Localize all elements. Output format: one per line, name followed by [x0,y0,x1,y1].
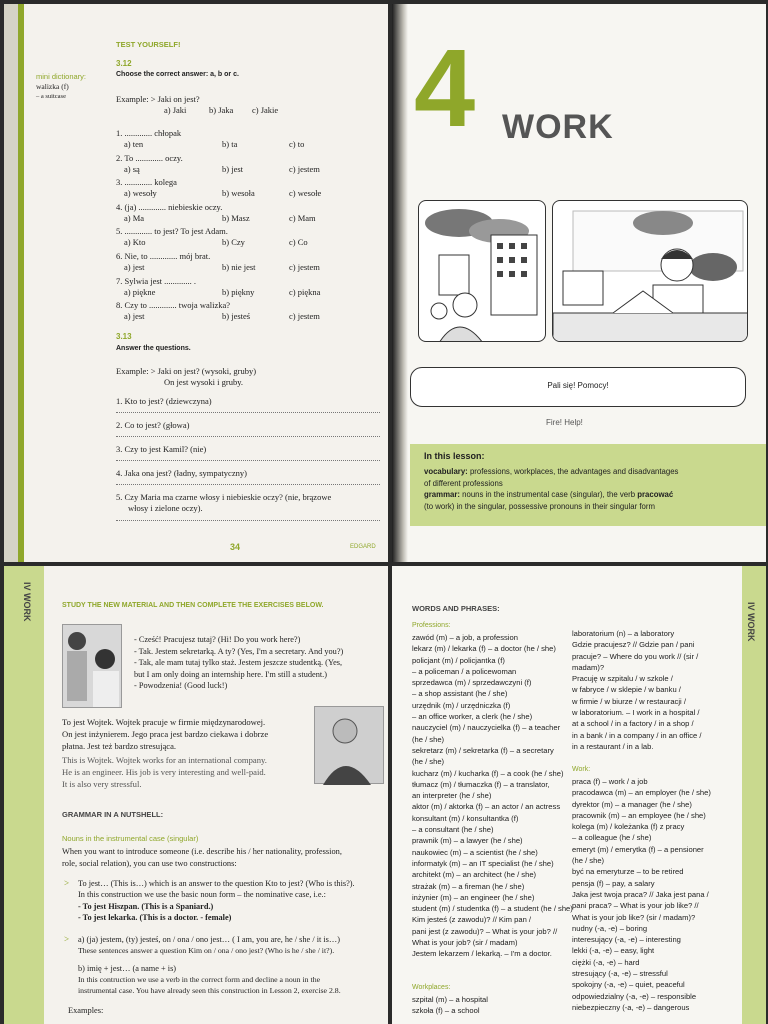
office-scene-image [553,201,748,342]
vocab-entry: pracownik (m) – an employee (he / she) [572,810,706,820]
vocab-entry: dyrektor (m) – a manager (he / she) [572,799,692,809]
construction-line: In this construction we use the basic noun form – the nominative case, i.e.: [78,890,326,900]
grammar-subheader: Nouns in the instrumental case (singular) [62,834,199,843]
mini-dictionary-title: mini dictionary: [36,72,87,81]
vocab-entry: architekt (m) – an architect (he / she) [412,870,537,880]
vocab-entry: informatyk (m) – an IT specialist (he / she) [412,858,554,868]
photo-wojtek [314,706,384,784]
exercise-number: 3.13 [116,332,132,341]
vocab-entry: spokojny (-a, -e) – quiet, peaceful [572,980,685,990]
vocab-entry: być na emeryturze – to be retired [572,867,684,877]
vocab-entry: student (m) / studentka (f) – a student (he / she) [412,904,573,914]
answer-line [116,412,380,413]
words-header: WORDS AND PHRASES: [412,604,500,613]
vocab-entry: aktor (m) / aktorka (f) – an actor / an actress [412,802,561,812]
wojtek-line-pl: płatna. Jest też bardzo stresująca. [62,741,177,751]
exercise-question: 2. To ............. oczy. [116,152,183,163]
work-label: Work: [572,766,591,773]
photo-women [62,624,122,708]
vocab-text-cont: of different professions [424,478,503,488]
exercise-question: 6. Nie, to ............. mój brat. [116,251,211,261]
exercise-question: 3. ............. kolega [116,177,177,188]
vocab-entry: What is your job like? (sir / madam)? [572,912,696,922]
vocab-entry: niebezpieczny (-a, -e) – dangerous [572,1002,690,1012]
construction-line: instrumental case. You have already seen this construction in Lesson 2, exercise 2.8. [78,986,341,996]
example-line: Example: > Jaki on jest? (wysoki, gruby) [116,366,257,376]
section-header: TEST YOURSELF! [116,40,181,49]
grammar-header: GRAMMAR IN A NUTSHELL: [62,810,164,819]
vocab-entry: Jaka jest twoja praca? // Jaka jest pana / [572,889,709,899]
vocab-entry: (he / she) [572,856,605,866]
exercise-instruction: Choose the correct answer: a, b or c. [116,71,239,78]
vocab-entry: Jestem lekarzem / lekarką. – I'm a doctor. [412,949,552,959]
vocab-entry: sekretarz (m) / sekretarka (f) – a secretary [412,745,554,755]
answer-line [116,436,380,437]
construction-example: - To jest lekarka. (This is a doctor. - female) [78,912,232,922]
vocab-entry: pensja (f) – pay, a salary [572,878,655,888]
vocab-entry: tłumacz (m) / tłumaczka (f) – a translator, [412,779,550,789]
vocab-entry: prawnik (m) – a lawyer (he / she) [412,836,523,846]
option-c: c) jestem [289,163,320,174]
illustration-office-panel [552,200,748,342]
grammar-label: grammar: [424,490,460,499]
vocab-entry: konsultant (m) / konsultantka (f) [412,813,519,823]
side-band [4,566,44,1024]
vocab-entry: nudny (-a, -e) – boring [572,923,648,933]
exercise-question: 1. ............. chłopak [116,128,182,138]
exercise-question: 7. Sylwia jest ............. . [116,275,197,286]
bullet-arrow: > [64,934,70,944]
dialogue-line: - Cześć! Pracujesz tutaj? (Hi! Do you work here?) [134,635,301,644]
vocab-entry: in a restaurant / in a lab. [572,741,654,751]
vocab-entry: inżynier (m) – an engineer (he / she) [412,892,535,902]
book-spine [4,4,18,562]
answer-line [116,484,380,485]
vocab-entry: naukowiec (m) – a scientist (he / she) [412,847,538,857]
question-item: 2. Co to jest? (głowa) [116,420,190,430]
option-a: a) wesoły [124,188,157,199]
option-b: b) Czy [222,237,245,248]
grammar-text-cont: (to work) in the singular, possessive pronouns in their singular form [424,501,655,511]
workplaces-label: Workplaces: [412,984,451,991]
vocab-entry: madam)? [572,662,605,672]
page-words-phrases [392,566,766,1024]
option-c: c) Mam [289,212,316,223]
vocab-entry: (he / she) [412,734,445,744]
wojtek-line-pl: To jest Wojtek. Wojtek pracuje w firmie międzynarodowej. [62,717,266,727]
wojtek-text [62,716,268,790]
vocab-label: vocabulary: [424,467,468,476]
vocab-entry: at a school / in a factory / in a shop / [572,719,694,729]
vocab-text: professions, workplaces, the advantages and disadvantages [469,467,679,476]
option-a: a) piękne [124,286,156,297]
illustration-fire-panel [418,200,546,342]
vocab-entry: interesujący (-a, -e) – interesting [572,935,681,945]
wojtek-line-pl: On jest inżynierem. Jego praca jest bardzo ciekawa i dobrze [62,729,269,739]
vocab-entry: Gdzie pracujesz? // Gdzie pan / pani [572,640,695,650]
construction-line: In this contruction we use a verb in the correct form and decline a noun in the [78,974,321,984]
accent-strip [18,4,24,562]
grammar-verb: pracować [637,490,674,499]
vocab-entry: w fabryce / w sklepie / w banku / [572,685,681,695]
vocab-entry: pracuje? – Where do you work // (sir / [572,651,699,661]
vocab-entry: – a consultant (he / she) [412,825,494,835]
vocab-entry: odpowiedzialny (-a, -e) – responsible [572,991,697,1001]
question-item: 3. Czy to jest Kamil? (nie) [116,444,207,454]
answer-line [116,460,380,461]
option-b: b) jesteś [222,311,251,322]
wojtek-photo-image [315,707,385,785]
dictionary-translation: – a suitcase [36,93,66,100]
question-item: 1. Kto to jest? (dziewczyna) [116,396,212,406]
workplace-phrases-list [572,628,701,752]
speech-text: Pali się! Pomocy! [547,381,609,390]
option-b: b) jest [222,163,244,174]
option-b: b) wesoła [222,188,255,199]
construction-line: These sentences answer a question Kim on / ona / ono jest? (Who is he / she / it?). [78,946,335,956]
option-c: c) wesołe [289,188,322,199]
publisher-logo: EDGARD [350,544,376,550]
bullet-arrow: > [64,878,70,888]
lesson-summary-box [410,444,766,526]
example-line [116,94,200,104]
professions-label: Professions: [412,622,451,629]
vocab-entry: szpital (m) – a hospital [412,995,488,1004]
exercise-number: 3.12 [116,59,132,68]
speech-bubble [410,367,746,407]
vocab-entry: stresujący (-a, -e) – stressful [572,969,668,979]
vocab-entry: ciężki (-a, -e) – hard [572,957,640,967]
answer-line [116,520,380,521]
vocab-entry: sprzedawca (m) / sprzedawczyni (f) [412,678,532,688]
option-b: b) nie jest [222,262,256,272]
women-photo-image [63,625,123,709]
option-a: a) Ma [124,212,145,223]
grammar-text: nouns in the instrumental case (singular), the verb [462,490,636,499]
construction-line: b) imię + jest… (a name + is) [78,963,177,973]
chapter-title: WORK [502,108,614,146]
vocab-entry: – an office worker, a clerk (he / she) [412,712,533,722]
page-test-yourself [4,4,388,562]
vocab-entry: nauczyciel (m) / nauczycielka (f) – a teacher [412,723,561,733]
page-gutter [392,4,408,562]
example-b: b) Jaka [209,105,234,115]
page-chapter-opener [392,4,766,562]
exercise-instruction: Answer the questions. [116,345,191,352]
vocab-entry: emeryt (m) / emerytka (f) – a pensioner [572,844,704,854]
professions-list [412,632,573,960]
work-vocabulary-list [572,776,711,1013]
vocab-entry: szkoła (f) – a school [412,1006,480,1016]
grammar-intro [62,846,342,869]
wojtek-line-en: It is also very stressful. [62,779,142,789]
option-c: c) Co [289,237,308,248]
vocab-entry: Kim jesteś (z zawodu)? // Kim pan / [412,915,532,925]
exercise-question: 5. ............. to jest? To jest Adam. [116,226,228,237]
option-b: b) ta [222,139,238,149]
option-a: a) jest [124,311,145,322]
vocab-entry: an interpreter (he / she) [412,791,492,801]
vocab-entry: kolega (m) / koleżanka (f) z pracy [572,822,685,832]
vocab-entry: w firmie / w biurze / w restauracji / [572,696,686,706]
construction-example: - To jest Hiszpan. (This is a Spaniard.) [78,901,214,911]
vocab-entry: praca (f) – work / a job [572,777,648,786]
side-tab-label: IV WORK [22,582,32,622]
option-b: b) Masz [222,212,250,223]
vocab-entry: (he / she) [412,757,445,767]
option-c: c) jestem [289,311,320,322]
study-header: STUDY THE NEW MATERIAL AND THEN COMPLETE THE EXERCISES BELOW. [62,602,324,609]
construction-line: a) (ja) jestem, (ty) jesteś, on / ona / ono jest… ( I am, you are, he / she / it is…) [78,935,340,944]
option-a: a) Kto [124,237,146,248]
chapter-number: 4 [414,27,476,150]
example-a: a) Jaki [164,105,187,115]
dialogue-block [134,634,343,692]
lesson-vocab [424,466,678,512]
dialogue-line: - Tak, ale mam tutaj tylko staż. Jestem jeszcze studentką. (Yes, [134,658,343,668]
dialogue-line: but I am only doing an internship here. I'm still a student.) [134,669,327,679]
wojtek-line-en: This is Wojtek. Wojtek works for an international company. [62,755,267,765]
question-item: 4. Jaka ona jest? (ładny, sympatyczny) [116,468,247,478]
vocab-entry: laboratorium (n) – a laboratory [572,629,675,638]
grammar-intro-line: role, social relation), you can use two constructions: [62,858,237,868]
vocab-entry: Pracuję w szpitalu / w szkole / [572,674,673,684]
option-a: a) są [124,163,140,174]
vocab-entry: pracodawca (m) – an employer (he / she) [572,788,711,798]
vocab-entry: kucharz (m) / kucharka (f) – a cook (he / she) [412,768,564,778]
option-c: c) piękna [289,286,321,297]
construction-line: To jest… (This is…) which is an answer to the question Kto to jest? (Who is this?). [78,879,355,888]
example-c: c) Jakie [252,105,279,115]
vocab-entry: – a colleague (he / she) [572,833,652,843]
vocab-entry: pani praca? – What is your job like? // [572,901,699,911]
example-answer: On jest wysoki i gruby. [164,377,244,387]
construction-one [78,878,355,923]
exercise-question: 8. Czy to ............. twoja walizka? [116,300,231,311]
dialogue-line: - Tak. Jestem sekretarką. A ty? (Yes, I'm a secretary. And you?) [134,646,344,656]
option-a: a) jest [124,262,145,272]
vocab-entry: zawód (m) – a job, a profession [412,633,518,642]
vocab-entry: – a policeman / a policewoman [412,666,517,676]
vocab-entry: in a bank / in a company / in an office / [572,730,702,740]
option-a: a) ten [124,139,144,149]
lesson-title: In this lesson: [424,451,485,461]
workplaces-list [412,994,488,1017]
examples-label: Examples: [68,1006,104,1015]
option-c: c) jestem [289,262,320,272]
vocab-entry: What is your job? (sir / madam) [412,938,518,948]
vocab-entry: urzędnik (m) / urzędniczka (f) [412,700,511,710]
vocab-entry: strażak (m) – a fireman (he / she) [412,881,525,891]
construction-two [78,934,341,996]
page-number: 34 [230,542,241,552]
dialogue-line: - Powodzenia! (Good luck!) [134,681,228,691]
vocab-entry: pani jest (z zawodu)? – What is your job? // [412,926,558,936]
example-text: Example: > Jaki on jest? [116,94,200,104]
wojtek-line-en: He is an engineer. His job is very interesting and well-paid. [62,767,266,777]
speech-translation: Fire! Help! [546,418,583,427]
option-c: c) to [289,139,305,149]
mini-dictionary [36,72,86,102]
dictionary-word: walizka (f) [36,82,69,91]
option-b: b) piękny [222,286,255,297]
exercise-question: 4. (ja) ............. niebieskie oczy. [116,201,223,212]
question-item-cont: włosy i zielone oczy). [128,503,203,513]
grammar-intro-line: When you want to introduce someone (i.e. describe his / her nationality, profession, [62,847,342,856]
page-study-material [4,566,388,1024]
vocab-entry: – a shop assistant (he / she) [412,689,508,699]
question-item: 5. Czy Maria ma czarne włosy i niebieskie oczy? (nie, brązowe [116,492,332,502]
vocab-entry: lekki (-a, -e) – easy, light [572,946,655,956]
vocab-entry: lekarz (m) / lekarka (f) – a doctor (he / she) [412,644,556,654]
vocab-entry: policjant (m) / policjantka (f) [412,655,505,665]
fire-scene-image [419,201,546,342]
side-tab-label: IV WORK [746,602,756,642]
vocab-entry: w laboratorium. – I work in a hospital / [572,708,700,718]
